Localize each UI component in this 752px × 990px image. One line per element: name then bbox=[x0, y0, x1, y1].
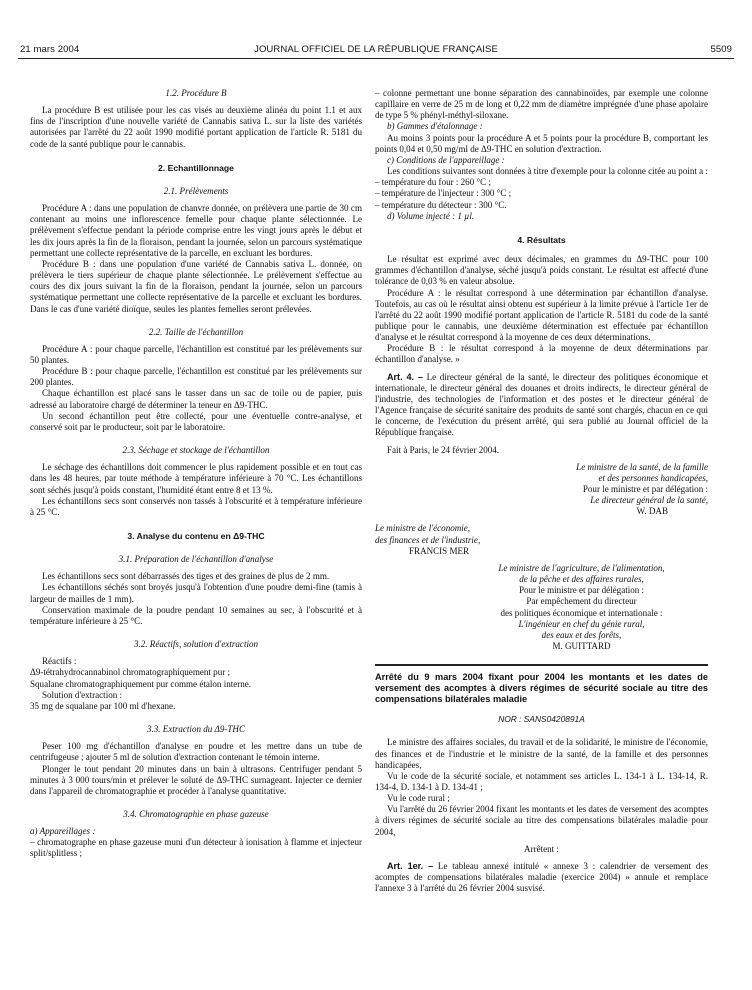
paragraph: 35 mg de squalane par 100 ml d'hexane. bbox=[30, 700, 176, 711]
paragraph: Plonger le tout pendant 20 minutes dans un bain à ultrasons. Centrifuger pendant 5 minutes à 3 000 tours/min et prélever le soluté de Δ9-THC surnageant. Injecter ce dernier dans l'appareil de chromatographie et procéder à l'analyse quantitative. bbox=[30, 763, 362, 796]
section-heading: 1.2. Procédure B bbox=[165, 88, 227, 98]
signing-date: Fait à Paris, le 24 février 2004. bbox=[387, 444, 500, 455]
list-item: – température du four : 260 °C ; bbox=[375, 177, 491, 188]
header-date: 21 mars 2004 bbox=[20, 44, 80, 55]
section-heading: 2.2. Taille de l'échantillon bbox=[148, 326, 244, 337]
paragraph: Squalane chromatographiquement pur comme étalon interne. bbox=[30, 678, 252, 689]
signature-line: L'ingénieur en chef du génie rural, bbox=[518, 618, 645, 629]
signature-line: Pour le ministre et par délégation : bbox=[518, 585, 645, 596]
arrete-title: Arrêté du 9 mars 2004 fixant pour 2004 les montants et les dates de versement des acomptes à divers régimes de sécurité sociale au titre des compensations bilatérales maladie bbox=[375, 672, 708, 705]
list-item: – température du détecteur : 300 °C. bbox=[375, 199, 507, 210]
signature-line: Le directeur général de la santé, bbox=[590, 495, 708, 506]
paragraph: Procédure A : pour chaque parcelle, l'échantillon est constitué par les prélèvements sur 50 plantes. bbox=[30, 343, 362, 365]
paragraph: Δ9-tétrahydrocannabinol chromatographiquement pur ; bbox=[30, 667, 231, 678]
paragraph: Chaque échantillon est placé sans le tasser dans un sac de toile ou de papier, puis adressé au laboratoire chargé de déterminer la teneur en Δ9-THC. bbox=[30, 388, 362, 410]
list-item: – température de l'injecteur : 300 °C ; bbox=[375, 188, 512, 199]
paragraph: – chromatographe en phase gazeuse muni d'un détecteur à ionisation à flamme et injecteur split/splitless ; bbox=[30, 837, 362, 859]
signature-line: de la pêche et des affaires rurales, bbox=[519, 574, 644, 585]
paragraph: Les échantillons séchés sont broyés jusqu'à l'obtention d'une poudre demi-fine (tamis à largeur de mailles de 1 mm). bbox=[30, 582, 362, 604]
paragraph: Les échantillons secs sont débarrassés des tiges et des graines de plus de 2 mm. bbox=[42, 571, 330, 582]
section-heading: 3.4. Chromatographie en phase gazeuse bbox=[123, 808, 269, 819]
header-journal-title: JOURNAL OFFICIEL DE LA RÉPUBLIQUE FRANÇAISE bbox=[254, 44, 498, 55]
paragraph: Réactifs : bbox=[42, 656, 77, 667]
signature-line: des eaux et des forêts, bbox=[541, 629, 622, 640]
paragraph: Solution d'extraction : bbox=[42, 689, 123, 700]
paragraph: d) Volume injecté : 1 µl. bbox=[387, 210, 475, 221]
left-column bbox=[30, 88, 362, 860]
page-header bbox=[20, 44, 732, 58]
paragraph: Vu le code de la sécurité sociale, et notamment ses articles L. 134-1 à L. 134-14, R. 134-4, D. 134-1 à D. 134-41 ; bbox=[375, 770, 708, 792]
signature-line: Le ministre de la santé, de la famille bbox=[576, 461, 708, 472]
paragraph: Vu le code rural ; bbox=[387, 793, 450, 804]
paragraph: c) Conditions de l'appareillage : bbox=[387, 154, 505, 165]
section-heading: 3. Analyse du contenu en Δ9-THC bbox=[127, 531, 265, 541]
paragraph: a) Appareillages : bbox=[30, 826, 96, 837]
paragraph: Le séchage des échantillons doit commencer le plus rapidement possible et en tout cas dans les 48 heures, par toute méthode à température inférieure à 70 °C. Les échantillons sont séchés jusqu'à poids constant, l'humidité étant entre 8 et 13 %. bbox=[30, 462, 362, 495]
paragraph: Les échantillons secs sont conservés non tassés à l'obscurité et à température inférieure à 25 °C. bbox=[30, 495, 362, 517]
paragraph: Peser 100 mg d'échantillon d'analyse en poudre et les mettre dans un tube de centrifugeuse ; ajouter 5 ml de solution d'extraction contenant le témoin interne. bbox=[30, 741, 362, 763]
article-label: Art. 4. – bbox=[387, 371, 423, 382]
signature-line: des politiques économique et internationale : bbox=[500, 607, 663, 618]
article-label: Art. 1er. – bbox=[387, 860, 434, 871]
signature-line: Le ministre de l'économie, bbox=[375, 523, 471, 534]
article-text: Le tableau annexé intitulé « annexe 3 : calendrier de versement des acomptes de compensations bilatérales maladie (exercice 2004) » annule et remplace l'annexe 3 à l'arrêté du 26 février 2004 susvisé. bbox=[375, 860, 708, 894]
arretent-line: Arrêtent : bbox=[524, 843, 559, 854]
signature-line: Le ministre de l'agriculture, de l'alimentation, bbox=[498, 562, 665, 573]
paragraph: Procédure B : le résultat correspond à la moyenne de deux déterminations par échantillon d'analyse. » bbox=[375, 343, 708, 365]
signature-line: des finances et de l'industrie, bbox=[375, 534, 481, 545]
signatory-name: M. GUITTARD bbox=[552, 641, 611, 652]
paragraph: – colonne permettant une bonne séparation des cannabinoïdes, par exemple une colonne capillaire en verre de 25 m de long et 0,22 mm de diamètre imprégnée d'une phase apolaire de type 5 % phényl-méthyl-siloxane. bbox=[375, 88, 708, 121]
section-heading: 4. Résultats bbox=[517, 234, 566, 245]
right-column bbox=[375, 88, 708, 894]
section-heading: 3.2. Réactifs, solution d'extraction bbox=[133, 639, 259, 650]
header-page-number: 5509 bbox=[710, 44, 732, 55]
header-rule bbox=[18, 58, 734, 59]
signatory-name: FRANCIS MER bbox=[409, 545, 470, 556]
paragraph: Procédure B : dans une population d'une variété de Cannabis sativa L. donnée, on prélèvera le tiers supérieur de chaque plante sélectionnée. Le prélèvement s'effectue au cours des dix jours suivant la fin de la floraison, pendant la journée, selon un parcours systématique permettant une collecte représentative de la parcelle et excluant les bordures. Dans le cas d'une variété dioïque, seules les plantes femelles seront prélevées. bbox=[30, 258, 362, 314]
signature-line: Par empêchement du directeur bbox=[526, 596, 637, 607]
article-1 bbox=[375, 861, 708, 894]
paragraph: Procédure A : dans une population de chanvre donnée, on prélèvera une partie de 30 cm contenant au moins une inflorescence femelle pour chaque plante sélectionnée. Le prélèvement s'effectue pendant la période comprise entre les vingt jours après le début et les dix jours après la fin de la floraison, pendant la journée, selon un parcours systématique permettant une collecte représentative de la parcelle, en excluant les bordures. bbox=[30, 203, 362, 258]
signatory-name: W. DAB bbox=[636, 506, 668, 517]
paragraph: Procédure B : pour chaque parcelle, l'échantillon est constitué par les prélèvements sur 200 plantes. bbox=[30, 366, 362, 388]
paragraph: Un second échantillon peut être collecté, pour une éventuelle contre-analyse, et conservé soit par le producteur, soit par le laboratoire. bbox=[30, 410, 362, 432]
paragraph: b) Gammes d'étalonnage : bbox=[387, 121, 483, 132]
section-heading: 2. Echantillonnage bbox=[158, 162, 234, 173]
article-4 bbox=[375, 372, 708, 439]
signature-line: Pour le ministre et par délégation : bbox=[582, 484, 708, 494]
paragraph: Vu l'arrêté du 26 février 2004 fixant les montants et les dates de versement des acomptes à divers régimes de sécurité sociale au titre des compensations bilatérales maladie pour 2004, bbox=[375, 804, 708, 837]
paragraph: Le résultat est exprimé avec deux décimales, en grammes du Δ9-THC pour 100 grammes d'échantillon d'analyse, séché jusqu'à poids constant. Le résultat est affecté d'une tolérance de 0,03 % en valeur absolue. bbox=[375, 254, 708, 287]
paragraph: Procédure A : le résultat correspond à une détermination par échantillon d'analyse. Toutefois, au cas où le résultat ainsi obtenu est supérieur à la limite prévue à l'article 1er de l'arrêté du 22 août 1990 modifié portant application de l'article R. 5181 du code de la santé publique pour le cannabis, une deuxième détermination est effectuée par échantillon d'analyse et le résultat correspond à la moyenne de ces deux déterminations. bbox=[375, 287, 708, 343]
section-heading: 2.1. Prélèvements bbox=[163, 185, 229, 196]
section-heading: 2.3. Séchage et stockage de l'échantillon bbox=[122, 445, 270, 456]
article-text: Le directeur général de la santé, le directeur des politiques économique et internationale, le directeur général des douanes et droits indirects, le directeur général de l'industrie, des technologies de l'information et des postes et le directeur général de l'Agence française de sécurité sanitaire des produits de santé sont chargés, chacun en ce qui le concerne, de l'exécution du présent arrêté, qui sera publié au Journal officiel de la République française. bbox=[375, 371, 709, 438]
section-heading: 3.3. Extraction du Δ9-THC bbox=[146, 724, 246, 735]
paragraph: Au moins 3 points pour la procédure A et 5 points pour la procédure B, comportant les points 0,04 et 0,50 mg/ml de Δ9-THC en solution d'extraction. bbox=[375, 132, 708, 154]
paragraph: La procédure B est utilisée pour les cas visés au deuxième alinéa du point 1.1 et aux fins de l'inscription d'une nouvelle variété de Cannabis sativa L. sur la liste des variétés autorisées par l'arrêté du 22 août 1990 modifié portant application de l'article R. 5181 du code de la santé publique pour le cannabis. bbox=[30, 105, 362, 149]
signature-line: et des personnes handicapées, bbox=[598, 472, 708, 483]
paragraph: Les conditions suivantes sont données à titre d'exemple pour la colonne citée au point a : bbox=[387, 166, 708, 177]
paragraph: Conservation maximale de la poudre pendant 10 semaines au sec, à l'obscurité et à température inférieure à 25 °C. bbox=[30, 604, 362, 626]
arrete-block bbox=[375, 664, 708, 894]
section-heading: 3.1. Préparation de l'échantillon d'analyse bbox=[118, 554, 274, 565]
nor-reference: NOR : SANS0420891A bbox=[498, 714, 585, 725]
paragraph: Le ministre des affaires sociales, du travail et de la solidarité, le ministre de l'économie, des finances et de l'industrie et le ministre de la santé, de la famille et des personnes handicapées, bbox=[375, 737, 708, 770]
